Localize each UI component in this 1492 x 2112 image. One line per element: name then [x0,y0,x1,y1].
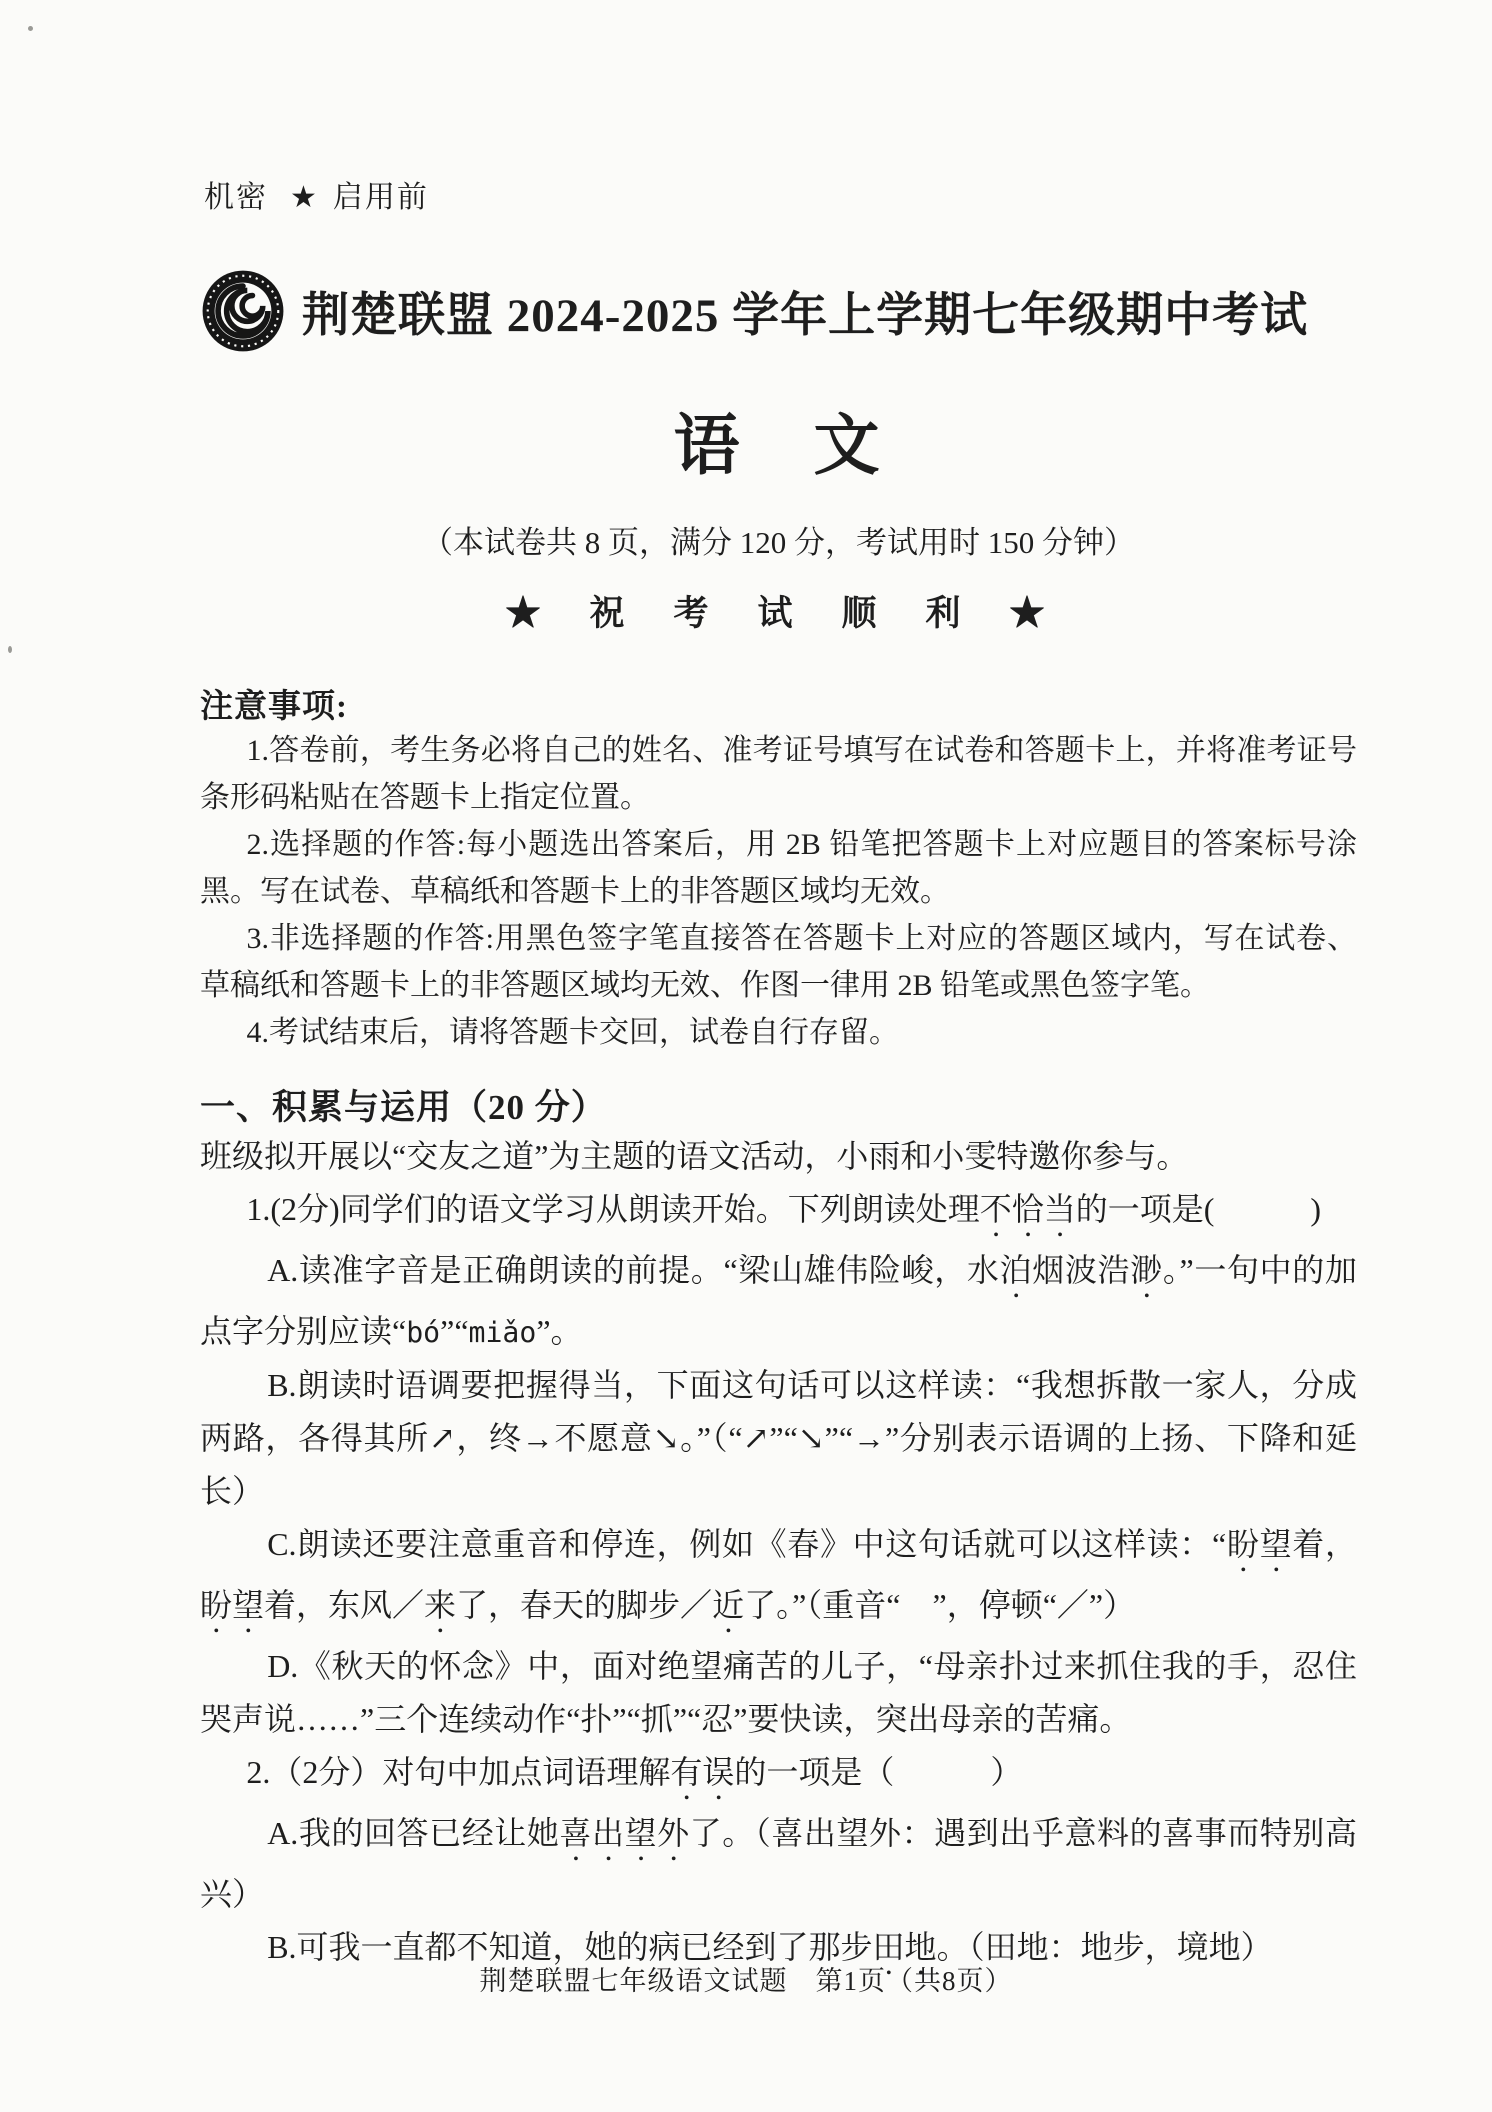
exam-header [200,268,1357,354]
text-segment: 了，春天的脚步／ [456,1587,713,1623]
text-segment: ”“ [440,1313,469,1349]
confidential-banner [204,172,1357,216]
emphasized-text: 盼望 [1226,1526,1293,1562]
text-segment: D.《秋天的怀念》中，面对绝望痛苦的儿子，“母亲扑过来抓住我的手，忍住哭声说……”三个连续动作“扑”“抓”“忍”要快读，突出母亲的苦痛。 [200,1648,1357,1737]
text-segment: ”。 [536,1313,583,1349]
confidential-suffix: 启用前 [332,181,429,214]
emphasized-text: 渺 [1130,1252,1163,1288]
question-2-option-a [200,1807,1357,1921]
notice-item-4: 4.考试结束后，请将答题卡交回，试卷自行存留。 [246,1016,899,1049]
notice-item-2: 2.选择题的作答:每小题选出答案后，用 2B 铅笔把答题卡上对应题目的答案标号涂黑。写在试卷、草稿纸和答题卡上的非答题区域均无效。 [200,828,1357,908]
pinyin-text: bó [406,1316,441,1349]
notice-item-3: 3.非选择题的作答:用黑色签字笔直接答在答题卡上对应的答题区域内，写在试卷、草稿纸和答题卡上的非答题区域均无效、作图一律用 2B 铅笔或黑色签字笔。 [200,922,1357,1002]
text-segment: 着，东风／ [264,1587,425,1623]
league-seal-icon [200,268,286,354]
text-segment: 了。（喜出望外：遇到出乎意料的喜事而特别高兴） [200,1815,1357,1912]
pinyin-text: miǎo [468,1316,537,1349]
text-segment: B.朗读时语调要把握得当，下面这句话可以这样读：“我想拆散一家人，分成两路，各得其所↗，终→不愿意↘。”（“↗”“↘”“→”分别表示语调的上扬、下降和延长） [200,1367,1357,1509]
text-segment: C.朗读还要注意重音和停连，例如《春》中这句话就可以这样读：“ [267,1526,1227,1562]
scan-speck [28,26,33,31]
text-segment: 2.（2分）对句中加点词语理解 [246,1754,671,1790]
text-segment: 着， [1292,1526,1357,1562]
confidential-label: 机密 [204,181,268,214]
star-icon: ★ [290,181,319,214]
question-1 [200,1183,1357,1746]
emphasized-text: 盼望 [200,1587,265,1623]
exam-title: 荆楚联盟 2024-2025 学年上学期七年级期中考试 [302,289,1309,342]
question-2 [200,1746,1357,1982]
notice-heading: 注意事项: [200,689,348,725]
emphasized-text: 不恰当 [979,1191,1076,1227]
question-2-stem [200,1746,1357,1807]
question-1-option-b [200,1359,1357,1518]
text-segment: A.我的回答已经让她 [267,1815,560,1851]
emphasized-text: 有误 [670,1754,735,1790]
subject-title: 语 文 [673,410,884,483]
paper-info: （本试卷共 8 页，满分 120 分，考试用时 150 分钟） [422,525,1135,560]
section-one-heading: 一、积累与运用（20 分） [200,1088,607,1127]
question-1-option-d [200,1640,1357,1746]
question-1-option-c [200,1518,1357,1640]
scan-speck [8,646,12,653]
text-segment: 。”一句中的加点字分别应读“ [200,1252,1357,1349]
text-segment: 的一项是（ ） [734,1754,1023,1790]
question-1-option-a [200,1244,1357,1359]
text-segment: 了。”（重音“ ”，停顿“／”） [744,1587,1136,1623]
text-segment: A.读准字音是正确朗读的前提。“梁山雄伟险峻，水 [267,1252,1000,1288]
text-segment: 。（田地：地步，境地） [936,1929,1273,1965]
text-segment: B.可我一直都不知道，她的病已经到了那步 [267,1929,873,1965]
notice-list [200,727,1357,1056]
emphasized-text: 近 [712,1587,745,1623]
emphasized-text: 喜出望外 [559,1815,690,1851]
exam-wish: ★ 祝 考 试 顺 利 ★ [505,594,1052,633]
emphasized-text: 来 [424,1587,457,1623]
page-footer: 荆楚联盟七年级语文试题 第1页（共8页） [479,1966,1013,1996]
notice-item-1: 1.答卷前，考生务必将自己的姓名、准考证号填写在试卷和答题卡上，并将准考证号条形码粘贴在答题卡上指定位置。 [200,734,1357,814]
section-one-intro: 班级拟开展以“交友之道”为主题的语文活动，小雨和小雯特邀你参与。 [200,1138,1189,1174]
text-segment: 1.(2分)同学们的语文学习从朗读开始。下列朗读处理 [246,1191,980,1227]
emphasized-text: 泊 [999,1252,1033,1288]
question-1-stem [200,1183,1357,1244]
emphasized-text: 田地 [872,1929,937,1965]
text-segment: 烟波浩 [1032,1252,1131,1288]
text-segment: 的一项是( ) [1075,1191,1322,1227]
